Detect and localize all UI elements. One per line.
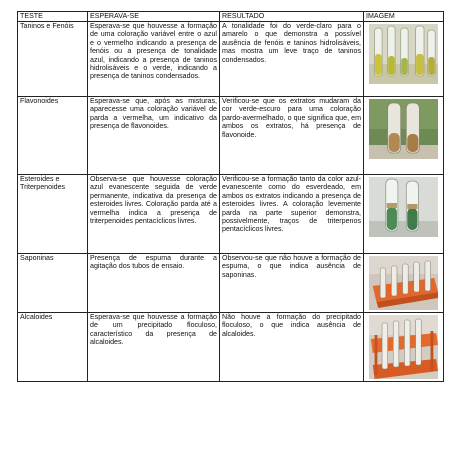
resultado-cell: Observou-se que não houve a formação de espuma, o que indica ausência de saponinas. <box>220 254 364 313</box>
table-row <box>18 254 444 313</box>
table-row <box>18 97 444 175</box>
esperava-cell: Esperava-se que, após as misturas, aparecesse uma coloração variável de parda a vermelha, um indicativo da presença de flavonoides. <box>88 97 220 175</box>
teste-cell: Flavonoides <box>18 97 88 175</box>
resultado-cell: A tonalidade foi do verde-claro para o amarelo o que demonstra a possível ausência de fenóis e taninos hidrolisáveis, mas mostra um leve traço de taninos condensados. <box>220 22 364 97</box>
teste-cell: Taninos e Fenóis <box>18 22 88 97</box>
header-teste: TESTE <box>18 12 88 22</box>
table-row <box>18 175 444 254</box>
esperava-cell: Esperava-se que houvesse a formação de uma coloração variável entre o azul e o vermelho indicando a presença de fenóis ou a presença de tonalidade azul, indicando a presença de taninos hidrolisáveis e o verde, indicando a presença de taninos condensados. <box>88 22 220 97</box>
header-esperava: ESPERAVA-SE <box>88 12 220 22</box>
table-row <box>18 313 444 382</box>
photo-saponinas-rack <box>369 256 438 310</box>
teste-cell: Esteroides e Triterpenoides <box>18 175 88 254</box>
photo-alcaloides-rack <box>369 315 438 379</box>
resultado-cell: Verificou-se que os extratos mudaram da cor verde-escuro para uma coloração pardo-avermelhado, o que significa que, em ambos os extratos, há presença de flavonoide. <box>220 97 364 175</box>
header-row <box>18 12 444 22</box>
header-imagem: IMAGEM <box>364 12 444 22</box>
esperava-cell: Esperava-se que houvesse a formação de um precipitado floculoso, característico da presença de alcaloides. <box>88 313 220 382</box>
esperava-cell: Observa-se que houvesse coloração azul evanescente seguida de verde permanente, indicativa da presença de esteroides livres. Coloração parda até a vermelha indica a presença de triterpenoides pentacíclicos livres. <box>88 175 220 254</box>
table-row <box>18 22 444 97</box>
photo-esteroides-tubes <box>369 177 438 237</box>
teste-cell: Alcaloides <box>18 313 88 382</box>
teste-cell: Saponinas <box>18 254 88 313</box>
resultado-cell: Não houve a formação do precipitado floculoso, o que indica ausência de alcaloides. <box>220 313 364 382</box>
esperava-cell: Presença de espuma durante a agitação dos tubos de ensaio. <box>88 254 220 313</box>
photo-taninos-tubes <box>369 24 438 84</box>
photo-flavonoides-tubes <box>369 99 438 159</box>
results-table <box>17 11 444 382</box>
resultado-cell: Verificou-se a formação tanto da color azul-evanescente como do esverdeado, em ambos os extratos indicando a presença de esteroides livres. A coloração levemente parda na parte superior demonstra, possivelmente, traços de triterpenos pentacíclicos livres. <box>220 175 364 254</box>
header-resultado: RESULTADO <box>220 12 364 22</box>
